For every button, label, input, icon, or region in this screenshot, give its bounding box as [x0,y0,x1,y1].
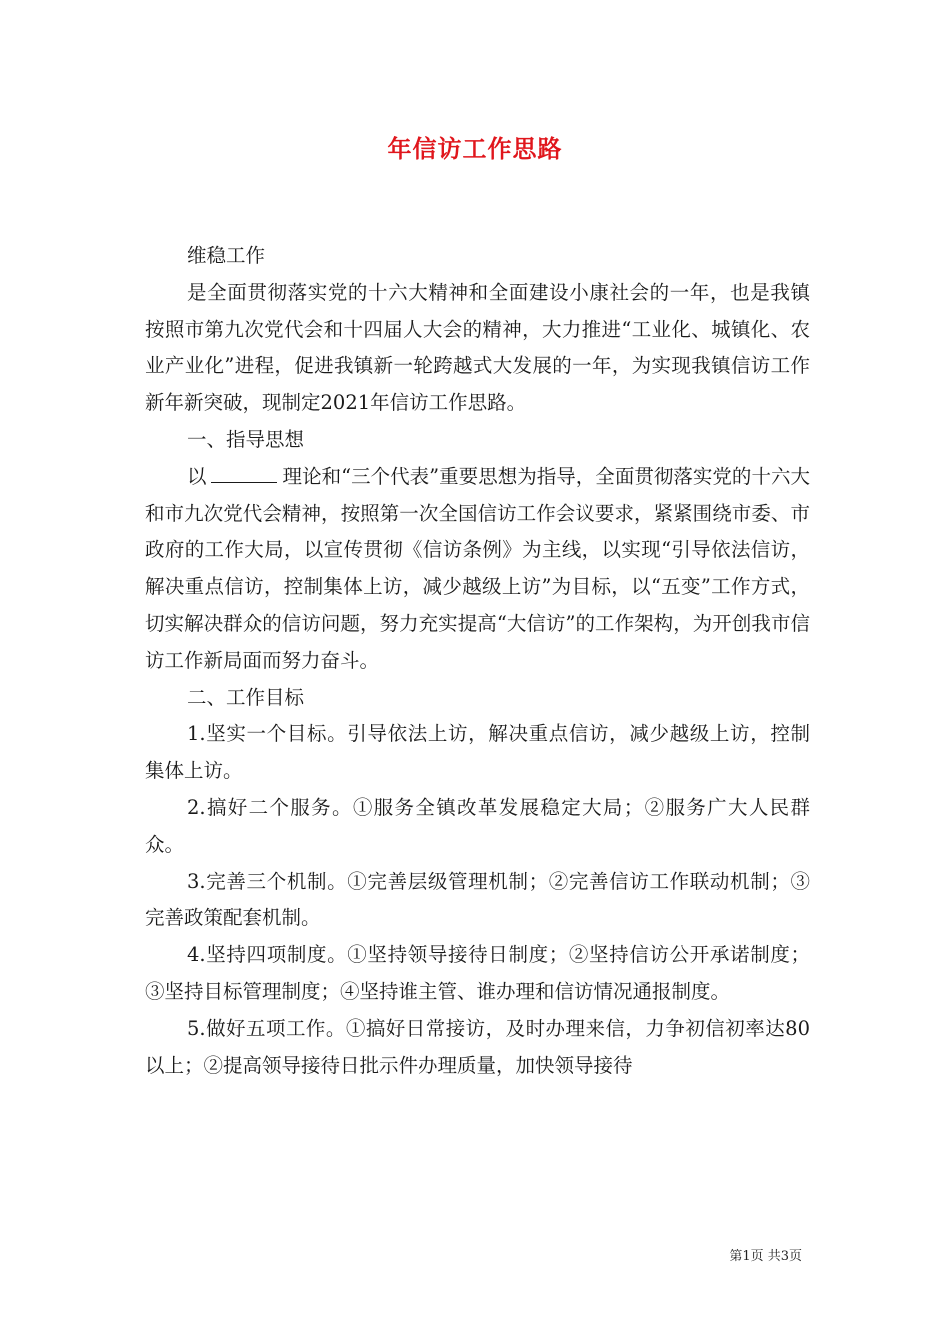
section-label: 维稳工作 [187,244,266,267]
goal-item-2: 2.搞好二个服务。①服务全镇改革发展稳定大局；②服务广大人民群众。 [145,795,810,856]
intro-paragraph: 是全面贯彻落实党的十六大精神和全面建设小康社会的一年，也是我镇按照市第九次党代会和十四届人大会的精神，大力推进“工业化、城镇化、农业产业化”进程，促进我镇新一轮跨越式大发展的一年，为实现我镇信访工作新年新突破，现制定2021年信访工作思路。 [145,280,810,415]
guiding-thought-pre: 以 [187,464,207,488]
heading-work-goals: 二、工作目标 [187,685,305,709]
document-body [145,238,810,1084]
blank-underline [211,462,277,483]
goal-item-4: 4.坚持四项制度。①坚持领导接待日制度；②坚持信访公开承诺制度；③坚持目标管理制度；④坚持谁主管、谁办理和信访情况通报制度。 [145,943,810,1003]
guiding-thought-paragraph [145,459,810,680]
goal-item-1: 1.坚实一个目标。引导依法上访，解决重点信访，减少越级上访，控制集体上访。 [145,722,810,783]
heading-guiding-thought: 一、指导思想 [187,427,305,451]
page-number: 第1页 共3页 [729,1249,802,1264]
guiding-thought-text: 理论和“三个代表”重要思想为指导，全面贯彻落实党的十六大和市九次党代会精神，按照第一次全国信访工作会议要求，紧紧围绕市委、市政府的工作大局，以宣传贯彻《信访条例》为主线，以实现“引导依法信访，解决重点信访，控制集体上访，减少越级上访”为目标，以“五变”工作方式，切实解决群众的信访问题，努力充实提高“大信访”的工作架构，为开创我市信访工作新局面而努力奋斗。 [145,464,810,672]
page-title: 年信访工作思路 [387,134,563,163]
goal-item-3: 3.完善三个机制。①完善层级管理机制；②完善信访工作联动机制；③完善政策配套机制。 [145,869,810,930]
goal-item-5: 5.做好五项工作。①搞好日常接访，及时办理来信，力争初信初率达80以上；②提高领导接待日批示件办理质量，加快领导接待 [145,1016,810,1077]
